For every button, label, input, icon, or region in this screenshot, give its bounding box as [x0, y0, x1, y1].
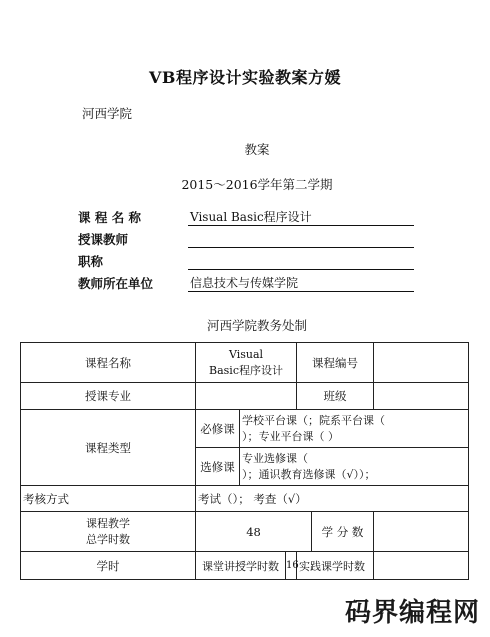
course-code-cell-value[interactable] [374, 343, 469, 383]
major-cell-label: 授课专业 [21, 383, 196, 410]
exam-cell-value[interactable]: 考试（）； 考查（√） [196, 486, 469, 512]
table-row [21, 512, 469, 552]
hours-cell-label [21, 512, 196, 552]
course-name-field[interactable]: Visual Basic程序设计 [188, 208, 414, 226]
elective-cell-value[interactable] [240, 448, 469, 486]
hours-label-line1: 课程教学 [86, 516, 130, 530]
course-name-cell-value[interactable] [196, 343, 297, 383]
course-name-label: 课 程 名 称 [78, 210, 142, 225]
site-watermark: 码界编程网 [344, 598, 480, 628]
academic-term: 2015～2016学年第二学期 [181, 177, 333, 192]
table-row [21, 410, 469, 448]
document-type: 教案 [244, 142, 270, 157]
required-line2: ）；专业平台课（ ） [242, 429, 339, 443]
credit-cell-value[interactable] [374, 512, 469, 552]
table-row [21, 383, 469, 410]
class-cell-label: 班级 [297, 383, 374, 410]
document-title: VB程序设计实验教案方媛 [149, 68, 341, 87]
course-name-line2: Basic程序设计 [209, 363, 283, 377]
hours-label-line2: 总学时数 [86, 532, 130, 546]
course-name-cell-label: 课程名称 [21, 343, 196, 383]
credit-cell-label: 学 分 数 [312, 512, 374, 552]
teacher-label: 授课教师 [78, 232, 129, 247]
lecture-hours-label: 课堂讲授学时数 [196, 552, 286, 580]
major-cell-value[interactable] [196, 383, 297, 410]
practice-hours-value[interactable] [374, 552, 469, 580]
table-row [21, 486, 469, 512]
hours-cell-value[interactable]: 48 [196, 512, 312, 552]
elective-line2: ）；通识教育选修课（√））； [242, 467, 376, 481]
issuing-department: 河西学院教务处制 [206, 318, 307, 333]
required-cell-value[interactable] [240, 410, 469, 448]
exam-cell-label: 考核方式 [21, 486, 196, 512]
school-name: 河西学院 [82, 106, 133, 121]
course-info-table [20, 342, 469, 580]
table-row [21, 343, 469, 383]
unit-field[interactable]: 信息技术与传媒学院 [188, 274, 414, 292]
table-row [21, 552, 469, 580]
elective-cell-label: 选修课 [196, 448, 240, 486]
required-cell-label: 必修课 [196, 410, 240, 448]
period-cell-label: 学时 [21, 552, 196, 580]
title-field[interactable] [188, 252, 414, 270]
title-label: 职称 [78, 254, 104, 269]
lecture-hours-value[interactable]: 16 [286, 552, 297, 580]
unit-label: 教师所在单位 [78, 276, 154, 291]
practice-hours-label: 实践课学时数 [297, 552, 374, 580]
course-name-line1: Visual [228, 347, 264, 361]
course-type-cell-label: 课程类型 [21, 410, 196, 486]
teacher-field[interactable] [188, 230, 414, 248]
course-code-cell-label: 课程编号 [297, 343, 374, 383]
required-line1: 学校平台课（；院系平台课（ [242, 413, 385, 427]
class-cell-value[interactable] [374, 383, 469, 410]
elective-line1: 专业选修课（ [242, 451, 308, 465]
